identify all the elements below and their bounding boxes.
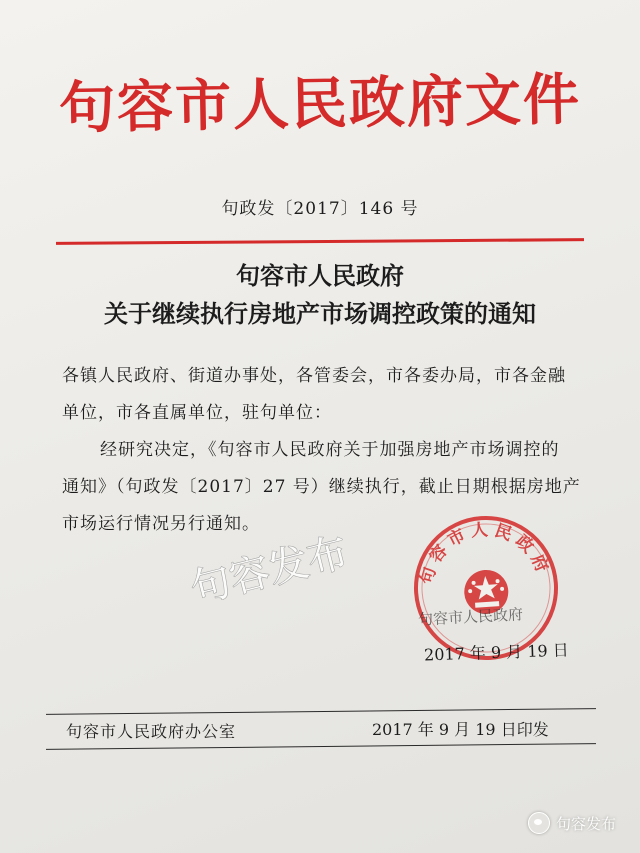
- document-header-title: 句容市人民政府文件: [58, 67, 582, 142]
- brand-label: 句容发布: [556, 814, 617, 833]
- addressee-line1: 各镇人民政府、街道办事处，各管委会，市各委办局，市各金融: [62, 366, 566, 386]
- notice-title-line1: 句容市人民政府: [236, 262, 404, 290]
- watermark-text: 句容发布: [186, 529, 353, 613]
- brand-badge: [528, 812, 616, 834]
- document-number: 句政发〔2017〕146 号: [221, 199, 419, 219]
- addressee-line2: 单位，市各直属单位，驻句单位：: [62, 403, 332, 423]
- seal-text: 句容市人民政府: [416, 519, 554, 587]
- notice-title-line2: 关于继续执行房地产市场调控政策的通知: [104, 300, 536, 328]
- footer-office: 句容市人民政府办公室: [66, 722, 237, 741]
- issuer-signature: 句容市人民政府: [417, 605, 524, 629]
- body-paragraph-line2: 通知》（句政发〔2017〕27 号）继续执行，截止日期根据房地产: [62, 477, 581, 497]
- footer-rule-top: [46, 708, 596, 715]
- body-paragraph-line3: 市场运行情况另行通知。: [62, 514, 260, 534]
- footer-issue-date: 2017 年 9 月 19 日印发: [372, 720, 549, 739]
- signature-date: 2017 年 9 月 19 日: [423, 640, 570, 665]
- footer-rule-bottom: [46, 743, 596, 750]
- red-divider: [56, 238, 584, 245]
- wechat-account-icon: [528, 812, 550, 834]
- body-paragraph-line1: 经研究决定，《句容市人民政府关于加强房地产市场调控的: [100, 440, 560, 460]
